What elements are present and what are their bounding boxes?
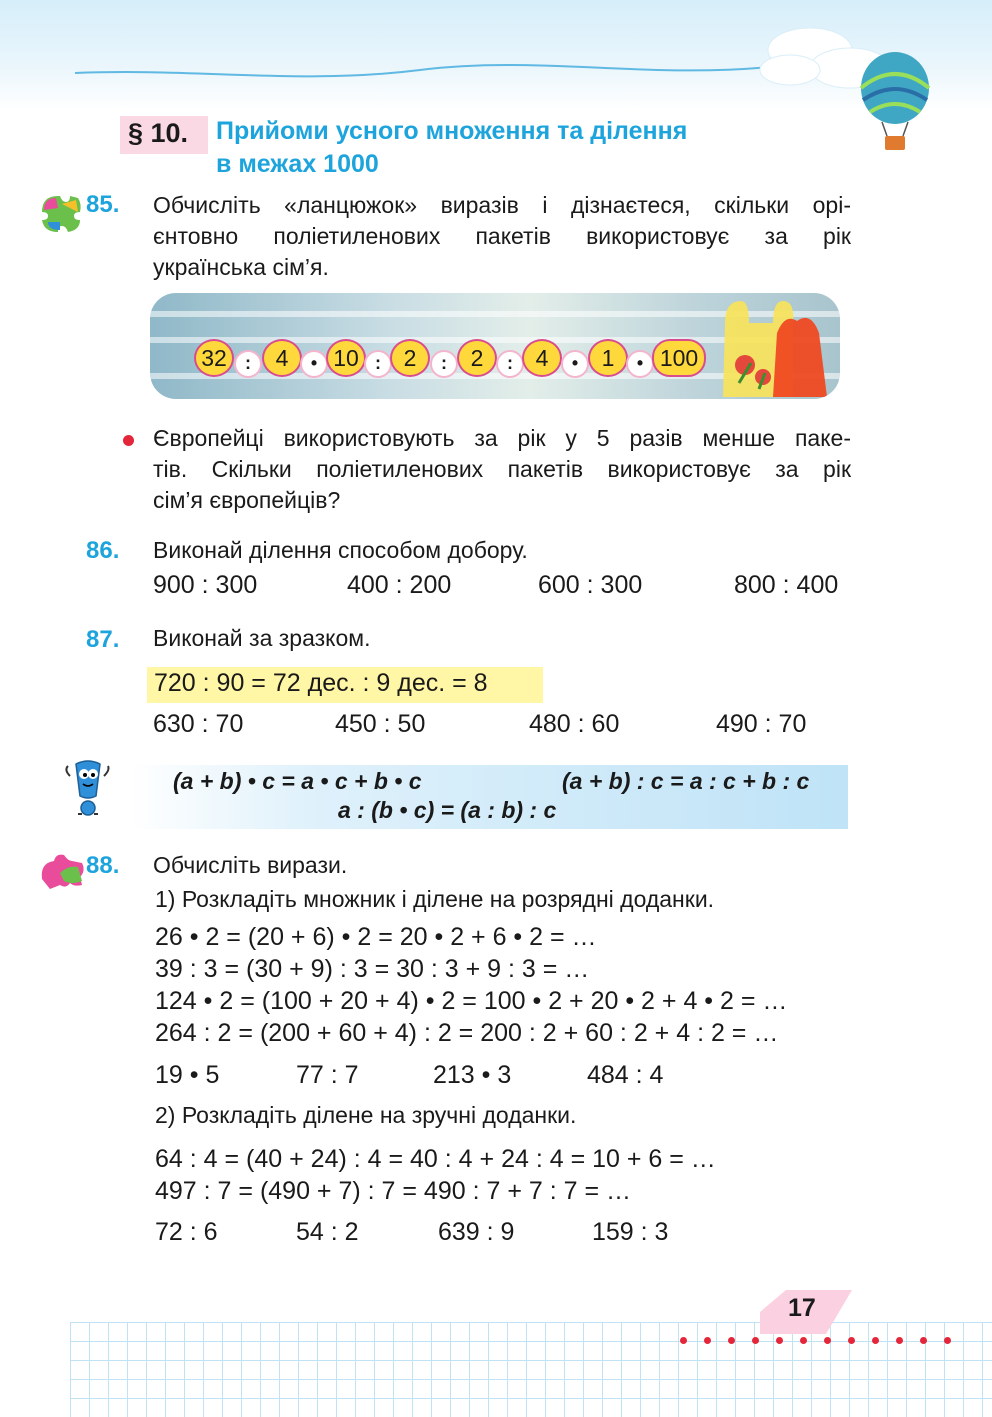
chain-number-4: 2 [390, 339, 430, 377]
section-title-line1: Прийоми усного множення та ділення [216, 117, 688, 145]
task-85-sub-line3: сім’я європейців? [153, 487, 341, 513]
hot-air-balloon-icon [861, 52, 929, 150]
chain-operator-7: • [626, 350, 654, 378]
task-88-number: 88. [86, 852, 120, 879]
task-88-part2-expression-3: 639 : 9 [438, 1218, 515, 1246]
task-88-part1-example-4: 264 : 2 = (200 + 60 + 4) : 2 = 200 : 2 + 60 : 2 + 4 : 2 = … [155, 1019, 779, 1047]
task-85-line2: єнтовно поліетиленових пакетів використовує за рік [153, 223, 851, 249]
chain-number-6: 4 [522, 339, 562, 377]
section-title-line2: в межах 1000 [216, 150, 379, 178]
task-87-expression-3: 480 : 60 [529, 710, 620, 738]
chain-number-1: 32 [194, 339, 234, 377]
footer-dot [872, 1337, 879, 1344]
task-87-instruction: Виконай за зразком. [153, 625, 371, 651]
task-88-part1-expression-4: 484 : 4 [587, 1061, 664, 1089]
footer-dot [896, 1337, 903, 1344]
task-88-part2-example-2: 497 : 7 = (490 + 7) : 7 = 490 : 7 + 7 : 7 = … [155, 1177, 632, 1205]
task-87-expression-1: 630 : 70 [153, 710, 244, 738]
task-88-part1-expression-1: 19 • 5 [155, 1061, 220, 1089]
division-by-product-rule: a : (b • c) = (a : b) : c [338, 797, 557, 823]
chain-operator-3: : [364, 350, 392, 378]
footer-dot [800, 1337, 807, 1344]
chain-operator-4: : [430, 350, 458, 378]
task-86-number: 86. [86, 537, 120, 564]
task-85-number: 85. [86, 191, 120, 218]
footer-dot [752, 1337, 759, 1344]
task-88-part2-expression-4: 159 : 3 [592, 1218, 669, 1246]
supermarket-banner [150, 293, 840, 399]
task-86-expression-1: 900 : 300 [153, 571, 258, 599]
task-85-line1: Обчисліть «ланцюжок» виразів і дізнаєтеся, скільки орі- [153, 192, 851, 218]
task-87-number: 87. [86, 626, 120, 653]
chain-operator-2: • [300, 350, 328, 378]
footer-dot [920, 1337, 927, 1344]
footer-dot [944, 1337, 951, 1344]
chain-number-5: 2 [457, 339, 497, 377]
chain-number-8: 100 [652, 339, 706, 377]
footer-dot [704, 1337, 711, 1344]
plastic-bags-icon [715, 293, 840, 399]
chain-operator-5: : [496, 350, 524, 378]
footer-dot [824, 1337, 831, 1344]
task-88-instruction: Обчисліть вирази. [153, 852, 348, 878]
task-88-part1-expression-3: 213 • 3 [433, 1061, 512, 1089]
chain-operator-1: : [234, 350, 262, 378]
task-88-part2-expression-1: 72 : 6 [155, 1218, 218, 1246]
distributive-division-rule: (a + b) : c = a : c + b : c [562, 768, 810, 794]
footer-dot [848, 1337, 855, 1344]
task-88-part1-example-2: 39 : 3 = (30 + 9) : 3 = 30 : 3 + 9 : 3 = … [155, 955, 590, 983]
puzzle-icon [38, 192, 84, 236]
chain-number-3: 10 [326, 339, 366, 377]
task-88-part1-example-3: 124 • 2 = (100 + 20 + 4) • 2 = 100 • 2 + 20 • 2 + 4 • 2 = … [155, 987, 788, 1015]
mascot-icon [60, 760, 116, 818]
task-87-example: 720 : 90 = 72 дес. : 9 дес. = 8 [154, 669, 488, 697]
page-number: 17 [788, 1294, 816, 1322]
task-87-expression-4: 490 : 70 [716, 710, 807, 738]
task-88-part1-expression-2: 77 : 7 [296, 1061, 359, 1089]
task-85-sub-line2: тів. Скільки поліетиленових пакетів використовує за рік [153, 456, 851, 482]
footer-dot [680, 1337, 687, 1344]
task-86-expression-2: 400 : 200 [347, 571, 452, 599]
task-86-instruction: Виконай ділення способом добору. [153, 537, 528, 563]
task-88-part2-example-1: 64 : 4 = (40 + 24) : 4 = 40 : 4 + 24 : 4 = 10 + 6 = … [155, 1145, 716, 1173]
task-86-expression-3: 600 : 300 [538, 571, 643, 599]
task-88-part2-expression-2: 54 : 2 [296, 1218, 359, 1246]
task-85-line3: українська сім’я. [153, 254, 329, 280]
task-88-part1-example-1: 26 • 2 = (20 + 6) • 2 = 20 • 2 + 6 • 2 = … [155, 923, 597, 951]
chain-operator-6: • [561, 350, 589, 378]
task-88-part1-examples [155, 921, 787, 1049]
task-88-part1-title: 1) Розкладіть множник і ділене на розрядні доданки. [155, 886, 715, 912]
distributive-multiplication-rule: (a + b) • c = a • c + b • c [173, 768, 422, 794]
grid-paper-footer [70, 1322, 992, 1417]
puzzle-piece-icon [38, 851, 88, 891]
task-85-sub-line1: Європейці використовують за рік у 5 разів менше паке- [153, 425, 851, 451]
task-85-text [153, 190, 851, 283]
task-88-part2-examples [155, 1143, 716, 1207]
section-number: § 10. [128, 118, 189, 148]
bullet-dot [123, 435, 134, 446]
chain-number-7: 1 [588, 339, 628, 377]
task-85-subquestion [153, 423, 851, 516]
chain-number-2: 4 [262, 339, 302, 377]
task-87-expression-2: 450 : 50 [335, 710, 426, 738]
footer-dot [776, 1337, 783, 1344]
task-88-part2-title: 2) Розкладіть ділене на зручні доданки. [155, 1102, 577, 1128]
task-86-expression-4: 800 : 400 [734, 571, 839, 599]
footer-dot [728, 1337, 735, 1344]
section-title [216, 115, 687, 181]
